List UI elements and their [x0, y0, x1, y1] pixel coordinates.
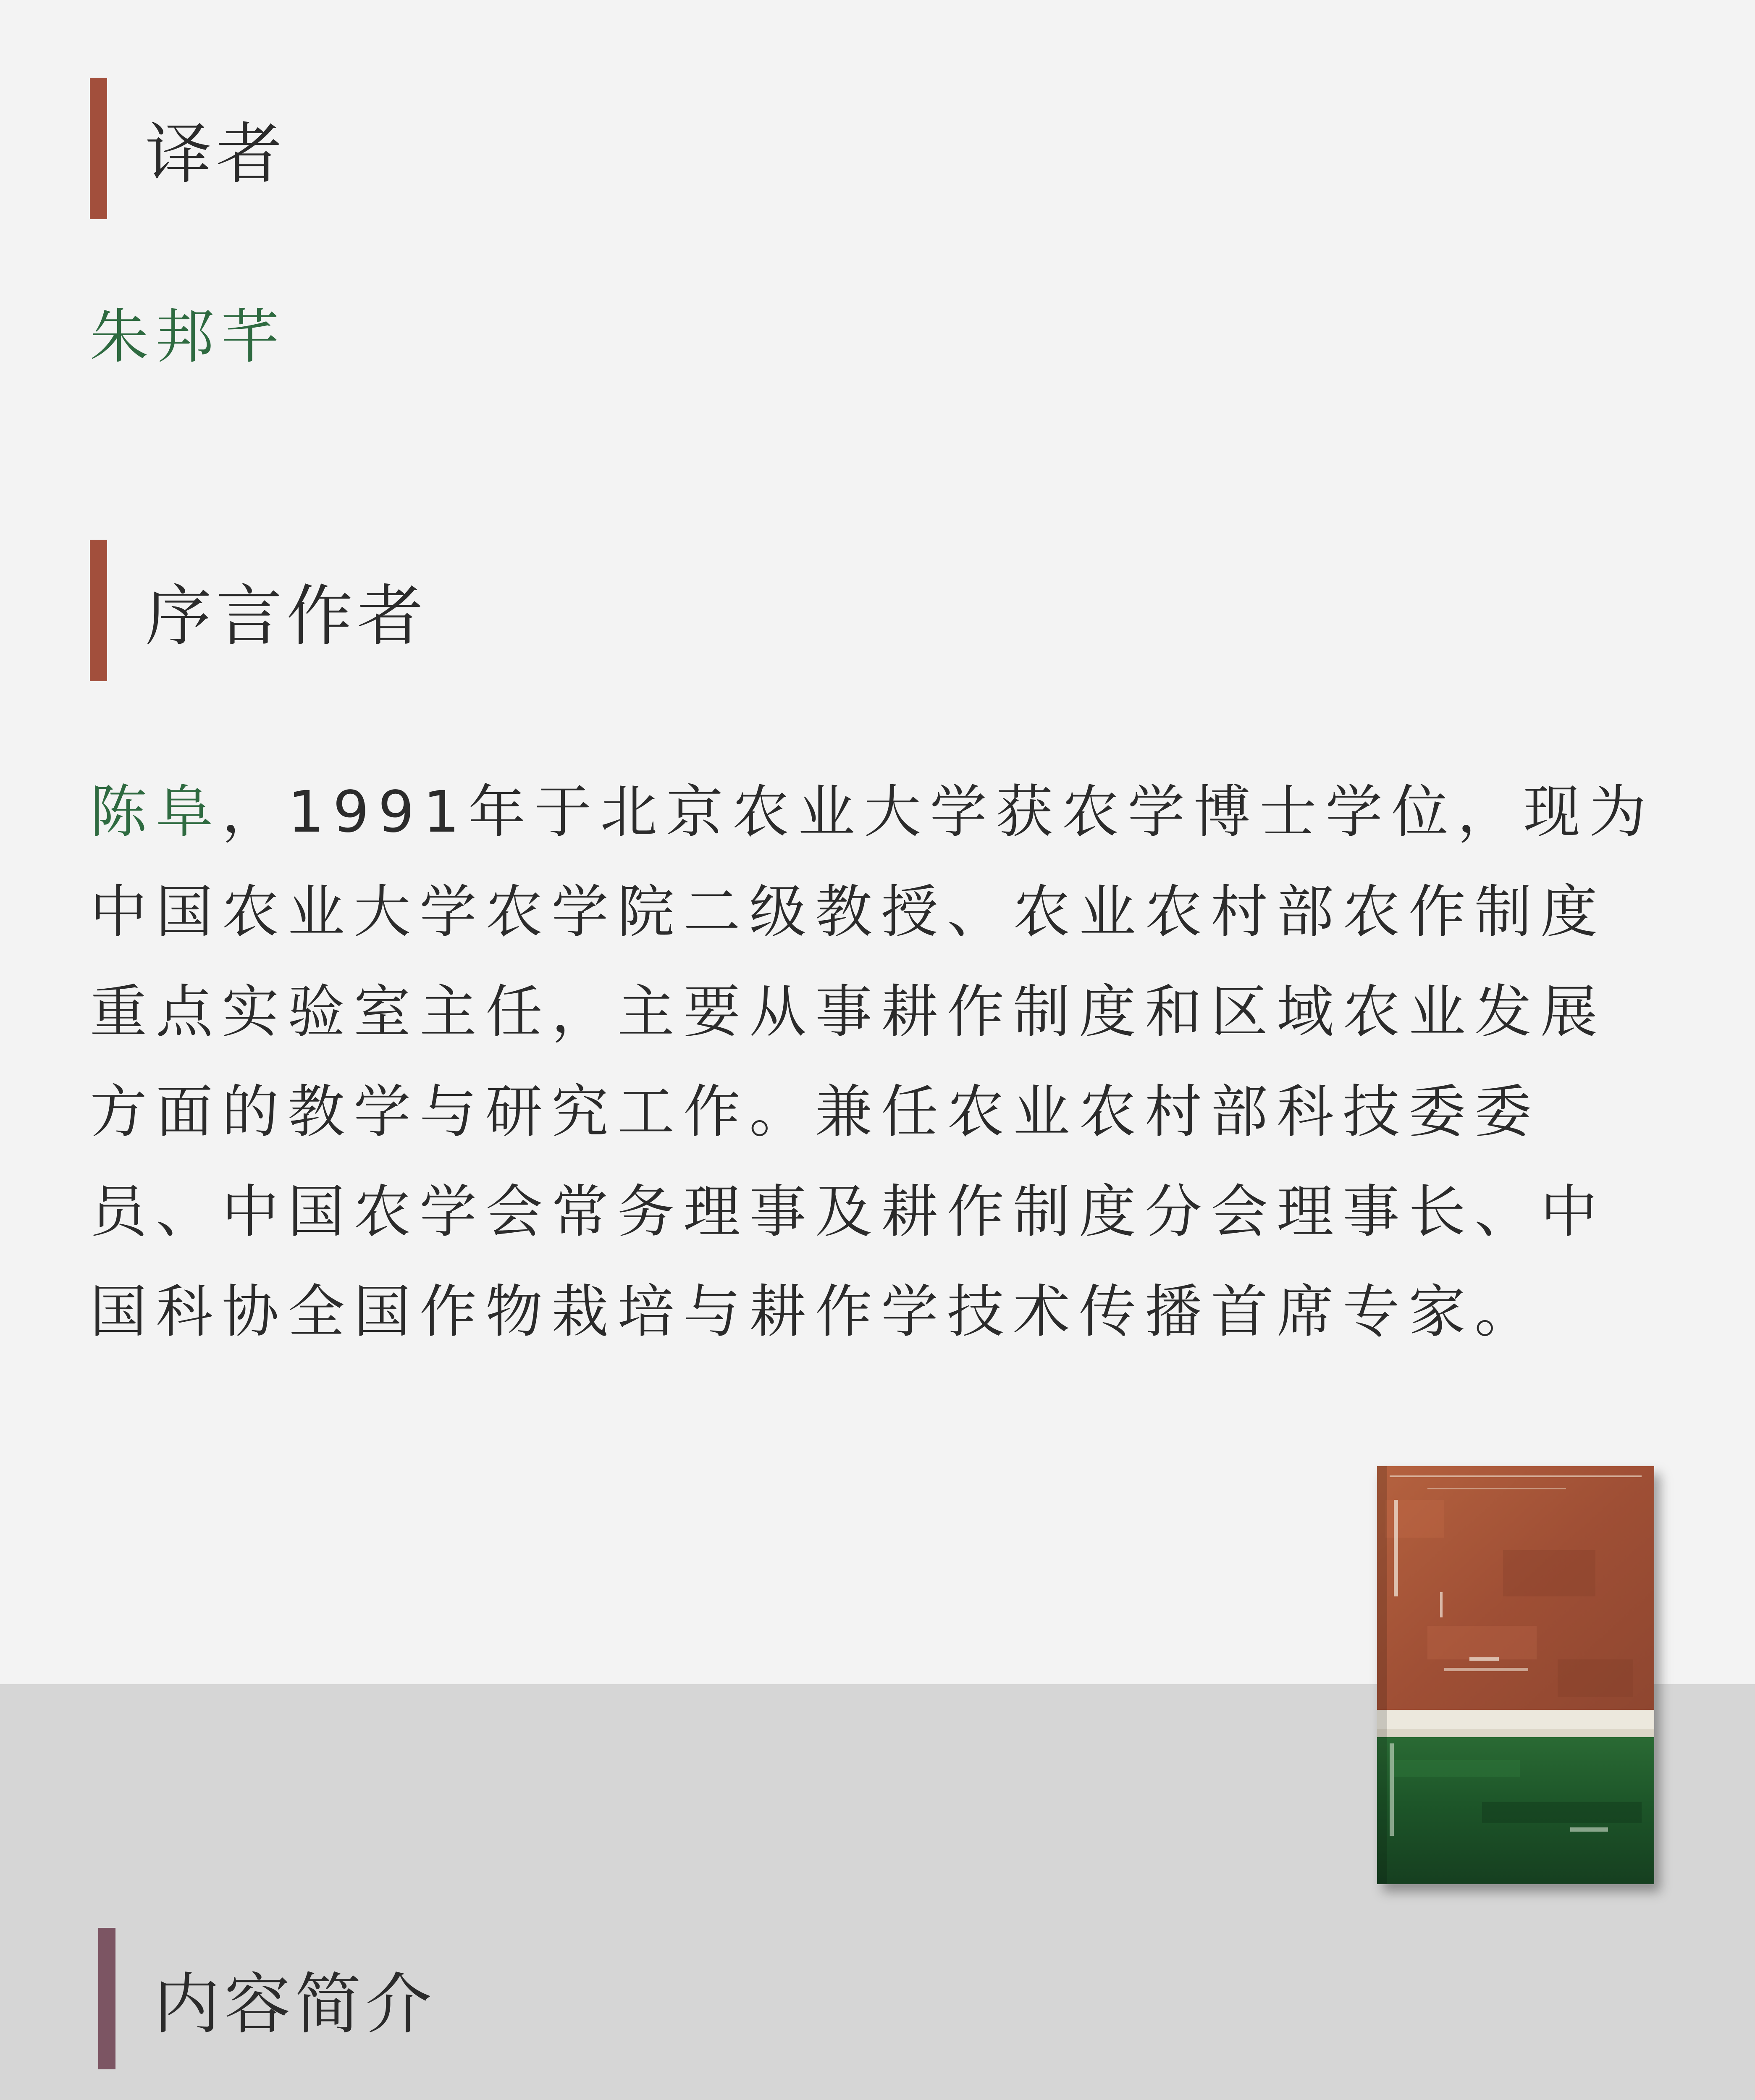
preface-author-bio	[90, 762, 1669, 1362]
heading-accent-bar	[90, 540, 107, 681]
heading-accent-bar	[98, 1928, 115, 2069]
heading-accent-bar	[90, 78, 107, 219]
intro-heading-text: 内容简介	[154, 1966, 436, 2043]
translator-heading-text: 译者	[145, 116, 286, 193]
preface-author-name: 陈阜	[90, 779, 222, 845]
translator-name: 朱邦芊	[90, 303, 287, 371]
book-cover-image	[1377, 1466, 1654, 1884]
preface-author-heading-text: 序言作者	[145, 578, 428, 655]
preface-author-bio-text: ，1991年于北京农业大学获农学博士学位，现为中国农业大学农学院二级教授、农业农村部农作制度重点实验室主任，主要从事耕作制度和区域农业发展方面的教学与研究工作。兼任农业农村部科技委委员、中国农学会常务理事及耕作制度分会理事长、中国科协全国作物栽培与耕作学技术传播首席专家。	[90, 779, 1655, 1345]
